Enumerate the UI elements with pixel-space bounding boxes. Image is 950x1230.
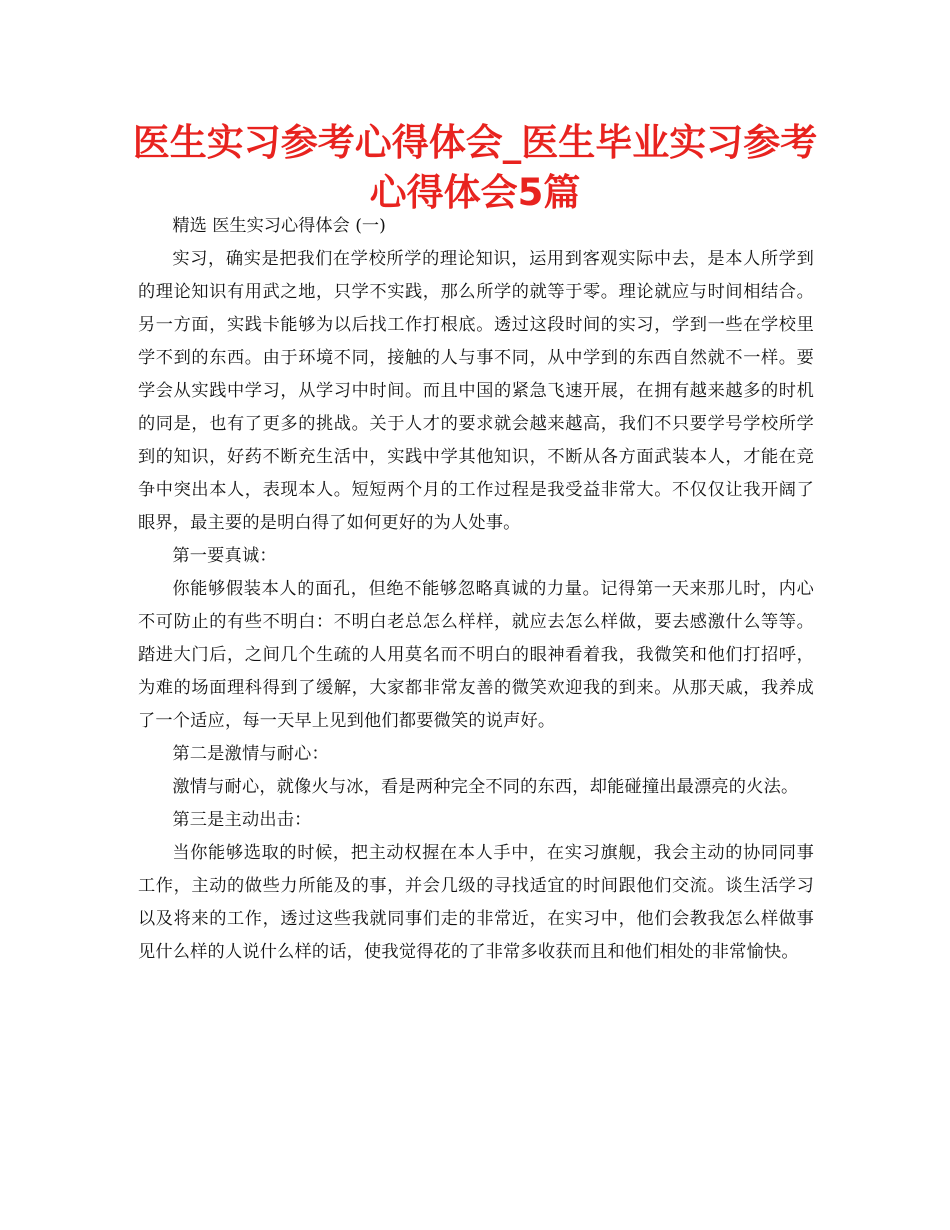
point-two-paragraph: 激情与耐心，就像火与冰，看是两种完全不同的东西，却能碰撞出最漂亮的火法。	[172, 777, 799, 797]
point-three-paragraph: 当你能够选取的时候，把主动权握在本人手中，在实习旗舰，我会主动的协同同事工作，主动的做些力所能及的事，并会几级的寻找适宜的时间跟他们交流。谈生活学习以及将来的工作，透过这些我就同事们走的非常近，在实习中，他们会教我怎么样做事见什么样的人说什么样的话，使我觉得花的了非常多收获而且和他们相处的非常愉快。	[138, 843, 814, 962]
point-one-paragraph: 你能够假装本人的面孔，但绝不能够忽略真诚的力量。记得第一天来那儿时，内心不可防止的有些不明白：不明白老总怎么样样，就应去怎么样做，要去感激什么等等。踏进大门后，之间几个生疏的人用莫名而不明白的眼神看着我，我微笑和他们打招呼，为难的场面理科得到了缓解，大家都非常友善的微笑欢迎我的到来。从那天戚，我养成了一个适应，每一天早上见到他们都要微笑的说声好。	[138, 579, 814, 731]
paragraph-intro: 实习，确实是把我们在学校所学的理论知识，运用到客观实际中去，是本人所学到的理论知识有用武之地，只学不实践，那么所学的就等于零。理论就应与时间相结合。另一方面，实践卡能够为以后找工作打根底。透过这段时间的实习，学到一些在学校里学不到的东西。由于环境不同，接触的人与事不同，从中学到的东西自然就不一样。要学会从实践中学习，从学习中时间。而且中国的紧急飞速开展，在拥有越来越多的时机的同是，也有了更多的挑战。关于人才的要求就会越来越高，我们不只要学号学校所学到的知识，好药不断充生活中，实践中学其他知识，不断从各方面武装本人，才能在竞争中突出本人，表现本人。短短两个月的工作过程是我受益非常大。不仅仅让我开阔了眼界，最主要的是明白得了如何更好的为人处事。	[138, 249, 814, 533]
document-title: 医生实习参考心得体会_医生毕业实习参考心得体会5篇	[132, 121, 818, 214]
point-three-heading: 第三是主动出击：	[172, 810, 312, 830]
point-two-heading: 第二是激情与耐心：	[172, 744, 329, 764]
document-body	[138, 210, 814, 969]
point-one-heading: 第一要真诚：	[172, 546, 277, 566]
section-heading: 精选 医生实习心得体会 (一)	[172, 216, 386, 236]
